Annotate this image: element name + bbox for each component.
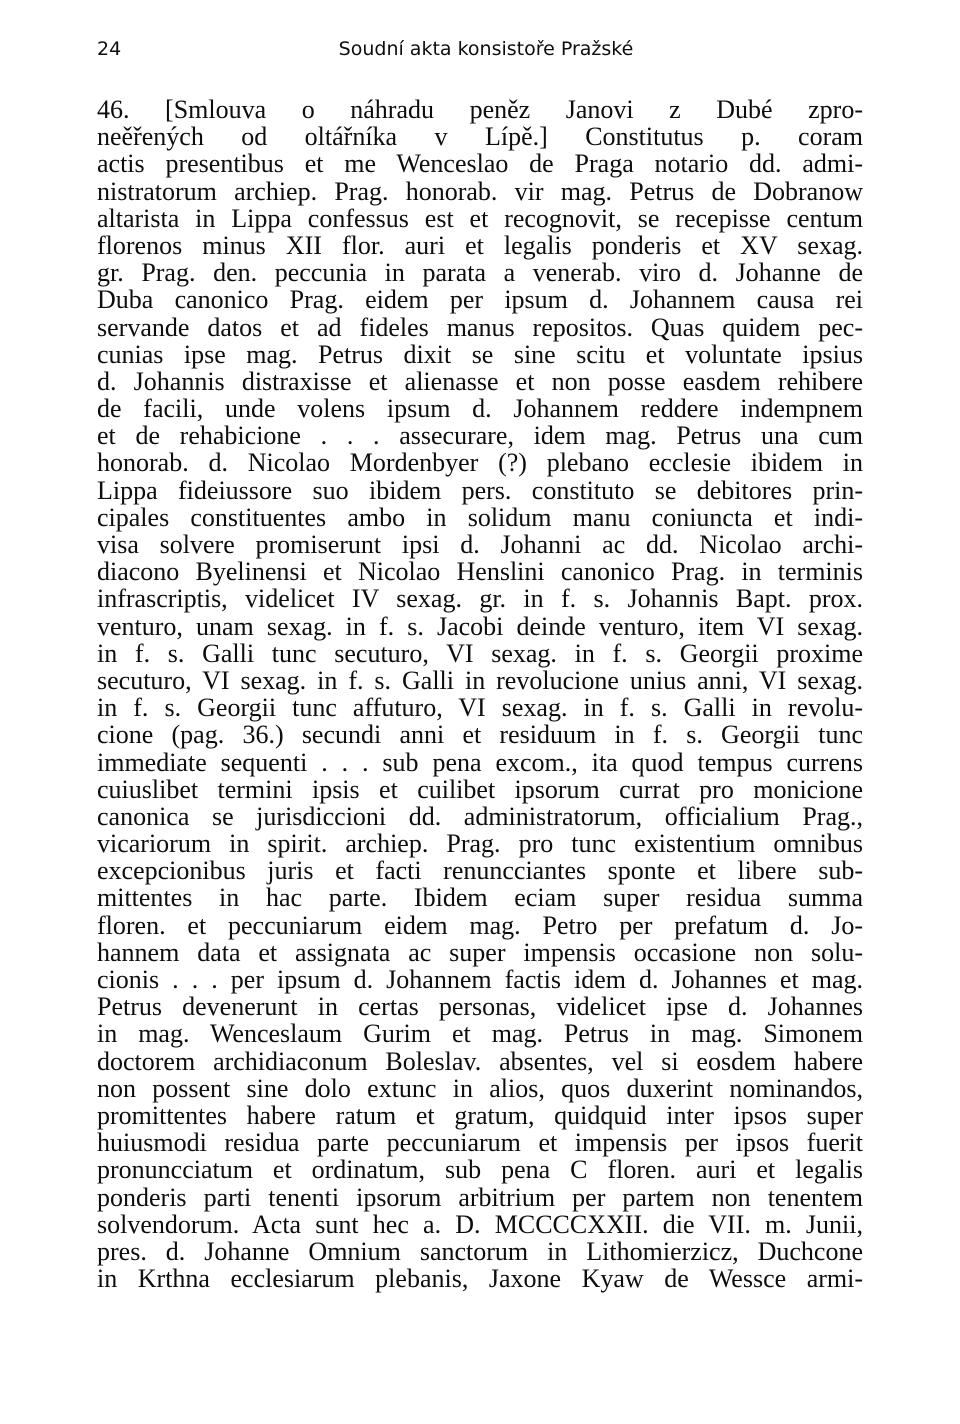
text-line: non possent sine dolo extunc in alios, quos duxerint nominandos, <box>97 1073 863 1103</box>
text-line: immediate sequenti . . . sub pena excom., ita quod tempus currens <box>97 747 863 777</box>
text-line: Petrus devenerunt in certas personas, videlicet ipse d. Johannes <box>97 992 863 1022</box>
text-line: ponderis parti tenenti ipsorum arbitrium per partem non tenentem <box>97 1182 863 1212</box>
text-line: Lippa fideiussore suo ibidem pers. constituto se debitores prin- <box>97 475 863 505</box>
text-line: cipales constituentes ambo in solidum manu coniuncta et indi- <box>97 502 863 532</box>
text-line: in mag. Wenceslaum Gurim et mag. Petrus in mag. Simonem <box>97 1019 863 1049</box>
text-line: promittentes habere ratum et gratum, quidquid inter ipsos super <box>97 1100 863 1130</box>
text-line: venturo, unam sexag. in f. s. Jacobi deinde venturo, item VI sexag. <box>97 611 863 641</box>
text-line: floren. et peccuniarum eidem mag. Petro per prefatum d. Jo- <box>97 910 863 940</box>
text-line: honorab. d. Nicolao Mordenbyer (?) plebano ecclesie ibidem in <box>97 448 863 478</box>
text-line: cuiuslibet termini ipsis et cuilibet ipsorum currat pro monicione <box>97 774 863 804</box>
text-line: de facili, unde volens ipsum d. Johannem reddere indempnem <box>97 394 863 424</box>
text-line: vicariorum in spirit. archiep. Prag. pro tunc existentium omnibus <box>97 829 863 859</box>
text-line: hannem data et assignata ac super impensis occasione non solu- <box>97 937 863 967</box>
text-line: nistratorum archiep. Prag. honorab. vir mag. Petrus de Dobranow <box>97 176 863 206</box>
text-line: et de rehabicione . . . assecurare, idem mag. Petrus una cum <box>97 421 863 451</box>
text-line: in f. s. Georgii tunc affuturo, VI sexag. in f. s. Galli in revolu- <box>97 693 863 723</box>
text-line: visa solvere promiserunt ipsi d. Johanni ac dd. Nicolao archi- <box>97 530 863 559</box>
page-header <box>0 38 960 68</box>
text-line: in f. s. Galli tunc secuturo, VI sexag. in f. s. Georgii proxime <box>97 638 863 668</box>
text-line: pres. d. Johanne Omnium sanctorum in Lithomierzicz, Duchcone <box>97 1236 863 1266</box>
text-line: infrascriptis, videlicet IV sexag. gr. in f. s. Johannis Bapt. prox. <box>97 584 863 614</box>
text-line: cione (pag. 36.) secundi anni et residuum in f. s. Georgii tunc <box>97 720 863 750</box>
text-line: gr. Prag. den. peccunia in parata a venerab. viro d. Johanne de <box>97 258 863 288</box>
running-title: Soudní akta konsistoře Pražské <box>338 38 634 60</box>
text-line: actis presentibus et me Wenceslao de Praga notario dd. admi- <box>97 149 863 179</box>
page-number: 24 <box>97 38 122 60</box>
text-line: Duba canonico Prag. eidem per ipsum d. Johannem causa rei <box>97 285 863 315</box>
text-line: 46. [Smlouva o náhradu peněz Janovi z Dubé zpro- <box>97 95 863 124</box>
text-line: florenos minus XII flor. auri et legalis ponderis et XV sexag. <box>97 230 863 260</box>
text-line: huiusmodi residua parte peccuniarum et impensis per ipsos fuerit <box>97 1128 863 1158</box>
text-line: canonica se jurisdiccioni dd. administratorum, officialium Prag., <box>97 801 863 831</box>
text-line: secuturo, VI sexag. in f. s. Galli in revolucione unius anni, VI sexag. <box>97 665 863 695</box>
text-line: d. Johannis distraxisse et alienasse et non posse easdem rehibere <box>97 366 863 396</box>
text-line: cionis . . . per ipsum d. Johannem factis idem d. Johannes et mag. <box>97 965 863 994</box>
text-line: solvendorum. Acta sunt hec a. D. MCCCCXXII. die VII. m. Junii, <box>97 1209 863 1239</box>
text-line: pronuncciatum et ordinatum, sub pena C floren. auri et legalis <box>97 1155 863 1185</box>
body-text <box>97 96 863 1292</box>
text-line: doctorem archidiaconum Boleslav. absentes, vel si eosdem habere <box>97 1046 863 1076</box>
text-line: mittentes in hac parte. Ibidem eciam super residua summa <box>97 883 863 913</box>
text-line: in Krthna ecclesiarum plebanis, Jaxone Kyaw de Wessce armi- <box>97 1264 863 1294</box>
text-line: altarista in Lippa confessus est et recognovit, se recepisse centum <box>97 203 863 233</box>
text-line: neěřených od oltářníka v Lípě.] Constitutus p. coram <box>97 122 863 152</box>
text-line: diacono Byelinensi et Nicolao Henslini canonico Prag. in terminis <box>97 557 863 587</box>
text-line: cunias ipse mag. Petrus dixit se sine scitu et voluntate ipsius <box>97 339 863 369</box>
text-line: excepcionibus juris et facti renuncciantes sponte et libere sub- <box>97 856 863 886</box>
text-line: servande datos et ad fideles manus repositos. Quas quidem pec- <box>97 312 863 342</box>
